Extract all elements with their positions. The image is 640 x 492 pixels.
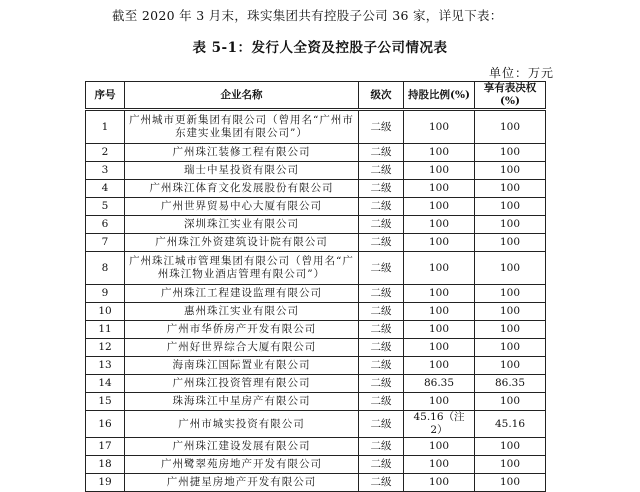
cell-no: 8 bbox=[86, 252, 125, 285]
cell-company-name: 广州市华侨房产开发有限公司 bbox=[125, 321, 359, 339]
table-row bbox=[86, 411, 546, 438]
cell-level: 二级 bbox=[359, 198, 404, 216]
cell-level: 二级 bbox=[359, 285, 404, 303]
cell-company-name: 广州珠江投资管理有限公司 bbox=[125, 375, 359, 393]
cell-level: 二级 bbox=[359, 375, 404, 393]
cell-share-ratio: 100 bbox=[404, 234, 475, 252]
cell-level: 二级 bbox=[359, 357, 404, 375]
table-row bbox=[86, 110, 546, 144]
cell-level: 二级 bbox=[359, 252, 404, 285]
cell-share-ratio: 100 bbox=[404, 180, 475, 198]
cell-no: 12 bbox=[86, 339, 125, 357]
subsidiaries-table bbox=[85, 81, 546, 492]
cell-voting-right: 100 bbox=[475, 285, 546, 303]
cell-level: 二级 bbox=[359, 339, 404, 357]
cell-voting-right: 100 bbox=[475, 110, 546, 144]
cell-voting-right: 100 bbox=[475, 252, 546, 285]
header-share: 持股比例(%) bbox=[404, 82, 475, 110]
cell-share-ratio: 100 bbox=[404, 474, 475, 492]
cell-share-ratio: 100 bbox=[404, 339, 475, 357]
cell-level: 二级 bbox=[359, 393, 404, 411]
cell-company-name: 深圳珠江实业有限公司 bbox=[125, 216, 359, 234]
cell-voting-right: 100 bbox=[475, 456, 546, 474]
cell-level: 二级 bbox=[359, 180, 404, 198]
cell-share-ratio: 100 bbox=[404, 144, 475, 162]
cell-share-ratio: 100 bbox=[404, 162, 475, 180]
cell-company-name: 广州城市更新集团有限公司（曾用名“广州市东建实业集团有限公司”） bbox=[125, 110, 359, 144]
cell-voting-right: 100 bbox=[475, 357, 546, 375]
cell-company-name: 广州鹭翠苑房地产开发有限公司 bbox=[125, 456, 359, 474]
cell-share-ratio: 100 bbox=[404, 393, 475, 411]
header-level: 级次 bbox=[359, 82, 404, 110]
table-row bbox=[86, 216, 546, 234]
cell-no: 19 bbox=[86, 474, 125, 492]
table-row bbox=[86, 474, 546, 492]
cell-level: 二级 bbox=[359, 162, 404, 180]
cell-level: 二级 bbox=[359, 438, 404, 456]
cell-no: 9 bbox=[86, 285, 125, 303]
cell-voting-right: 100 bbox=[475, 144, 546, 162]
cell-no: 7 bbox=[86, 234, 125, 252]
cell-level: 二级 bbox=[359, 474, 404, 492]
cell-company-name: 广州捷星房地产开发有限公司 bbox=[125, 474, 359, 492]
cell-voting-right: 100 bbox=[475, 321, 546, 339]
cell-voting-right: 86.35 bbox=[475, 375, 546, 393]
cell-company-name: 广州珠江建设发展有限公司 bbox=[125, 438, 359, 456]
header-vote: 享有表决权(%) bbox=[475, 82, 546, 110]
cell-share-ratio: 100 bbox=[404, 321, 475, 339]
table-title: 表 5-1：发行人全资及控股子公司情况表 bbox=[192, 40, 448, 56]
cell-no: 17 bbox=[86, 438, 125, 456]
table-row bbox=[86, 198, 546, 216]
cell-no: 2 bbox=[86, 144, 125, 162]
table-row bbox=[86, 144, 546, 162]
cell-no: 6 bbox=[86, 216, 125, 234]
cell-share-ratio: 100 bbox=[404, 303, 475, 321]
cell-no: 13 bbox=[86, 357, 125, 375]
cell-company-name: 广州珠江装修工程有限公司 bbox=[125, 144, 359, 162]
cell-no: 3 bbox=[86, 162, 125, 180]
table-row bbox=[86, 375, 546, 393]
cell-level: 二级 bbox=[359, 321, 404, 339]
cell-company-name: 瑞士中星投资有限公司 bbox=[125, 162, 359, 180]
table-row bbox=[86, 357, 546, 375]
table-row bbox=[86, 180, 546, 198]
cell-voting-right: 45.16 bbox=[475, 411, 546, 438]
cell-share-ratio: 86.35 bbox=[404, 375, 475, 393]
cell-no: 4 bbox=[86, 180, 125, 198]
cell-level: 二级 bbox=[359, 216, 404, 234]
cell-company-name: 广州珠江外资建筑设计院有限公司 bbox=[125, 234, 359, 252]
cell-level: 二级 bbox=[359, 144, 404, 162]
cell-level: 二级 bbox=[359, 303, 404, 321]
table-row bbox=[86, 303, 546, 321]
cell-share-ratio: 100 bbox=[404, 357, 475, 375]
cell-company-name: 广州珠江体育文化发展股份有限公司 bbox=[125, 180, 359, 198]
cell-company-name: 广州市城实投资有限公司 bbox=[125, 411, 359, 438]
table-row bbox=[86, 456, 546, 474]
cell-share-ratio: 100 bbox=[404, 216, 475, 234]
cell-company-name: 广州珠江城市管理集团有限公司（曾用名“广州珠江物业酒店管理有限公司”） bbox=[125, 252, 359, 285]
cell-voting-right: 100 bbox=[475, 474, 546, 492]
cell-level: 二级 bbox=[359, 234, 404, 252]
table-row bbox=[86, 285, 546, 303]
cell-company-name: 珠海珠江中星房产有限公司 bbox=[125, 393, 359, 411]
cell-share-ratio: 100 bbox=[404, 198, 475, 216]
cell-no: 14 bbox=[86, 375, 125, 393]
cell-share-ratio: 100 bbox=[404, 285, 475, 303]
cell-share-ratio: 45.16（注 2） bbox=[404, 411, 475, 438]
cell-no: 15 bbox=[86, 393, 125, 411]
cell-no: 10 bbox=[86, 303, 125, 321]
cell-company-name: 广州好世界综合大厦有限公司 bbox=[125, 339, 359, 357]
table-row bbox=[86, 162, 546, 180]
cell-no: 1 bbox=[86, 110, 125, 144]
cell-voting-right: 100 bbox=[475, 339, 546, 357]
table-row bbox=[86, 339, 546, 357]
cell-company-name: 广州珠江工程建设监理有限公司 bbox=[125, 285, 359, 303]
table-row bbox=[86, 393, 546, 411]
cell-level: 二级 bbox=[359, 110, 404, 144]
table-header-row bbox=[86, 82, 546, 110]
cell-voting-right: 100 bbox=[475, 234, 546, 252]
cell-no: 5 bbox=[86, 198, 125, 216]
table-row bbox=[86, 234, 546, 252]
cell-voting-right: 100 bbox=[475, 162, 546, 180]
cell-level: 二级 bbox=[359, 411, 404, 438]
cell-voting-right: 100 bbox=[475, 438, 546, 456]
cell-level: 二级 bbox=[359, 456, 404, 474]
table-row bbox=[86, 321, 546, 339]
header-name: 企业名称 bbox=[125, 82, 359, 110]
table-row bbox=[86, 252, 546, 285]
intro-paragraph: 截至 2020 年 3 月末，珠实集团共有控股子公司 36 家，详见下表： bbox=[112, 8, 503, 23]
cell-company-name: 海南珠江国际置业有限公司 bbox=[125, 357, 359, 375]
cell-company-name: 广州世界贸易中心大厦有限公司 bbox=[125, 198, 359, 216]
table-row bbox=[86, 438, 546, 456]
cell-share-ratio: 100 bbox=[404, 252, 475, 285]
cell-share-ratio: 100 bbox=[404, 456, 475, 474]
cell-no: 16 bbox=[86, 411, 125, 438]
cell-company-name: 惠州珠江实业有限公司 bbox=[125, 303, 359, 321]
cell-voting-right: 100 bbox=[475, 216, 546, 234]
cell-share-ratio: 100 bbox=[404, 438, 475, 456]
unit-label: 单位：万元 bbox=[488, 66, 554, 80]
cell-voting-right: 100 bbox=[475, 303, 546, 321]
cell-voting-right: 100 bbox=[475, 393, 546, 411]
cell-voting-right: 100 bbox=[475, 180, 546, 198]
cell-voting-right: 100 bbox=[475, 198, 546, 216]
cell-no: 11 bbox=[86, 321, 125, 339]
cell-share-ratio: 100 bbox=[404, 110, 475, 144]
header-no: 序号 bbox=[86, 82, 125, 110]
cell-no: 18 bbox=[86, 456, 125, 474]
